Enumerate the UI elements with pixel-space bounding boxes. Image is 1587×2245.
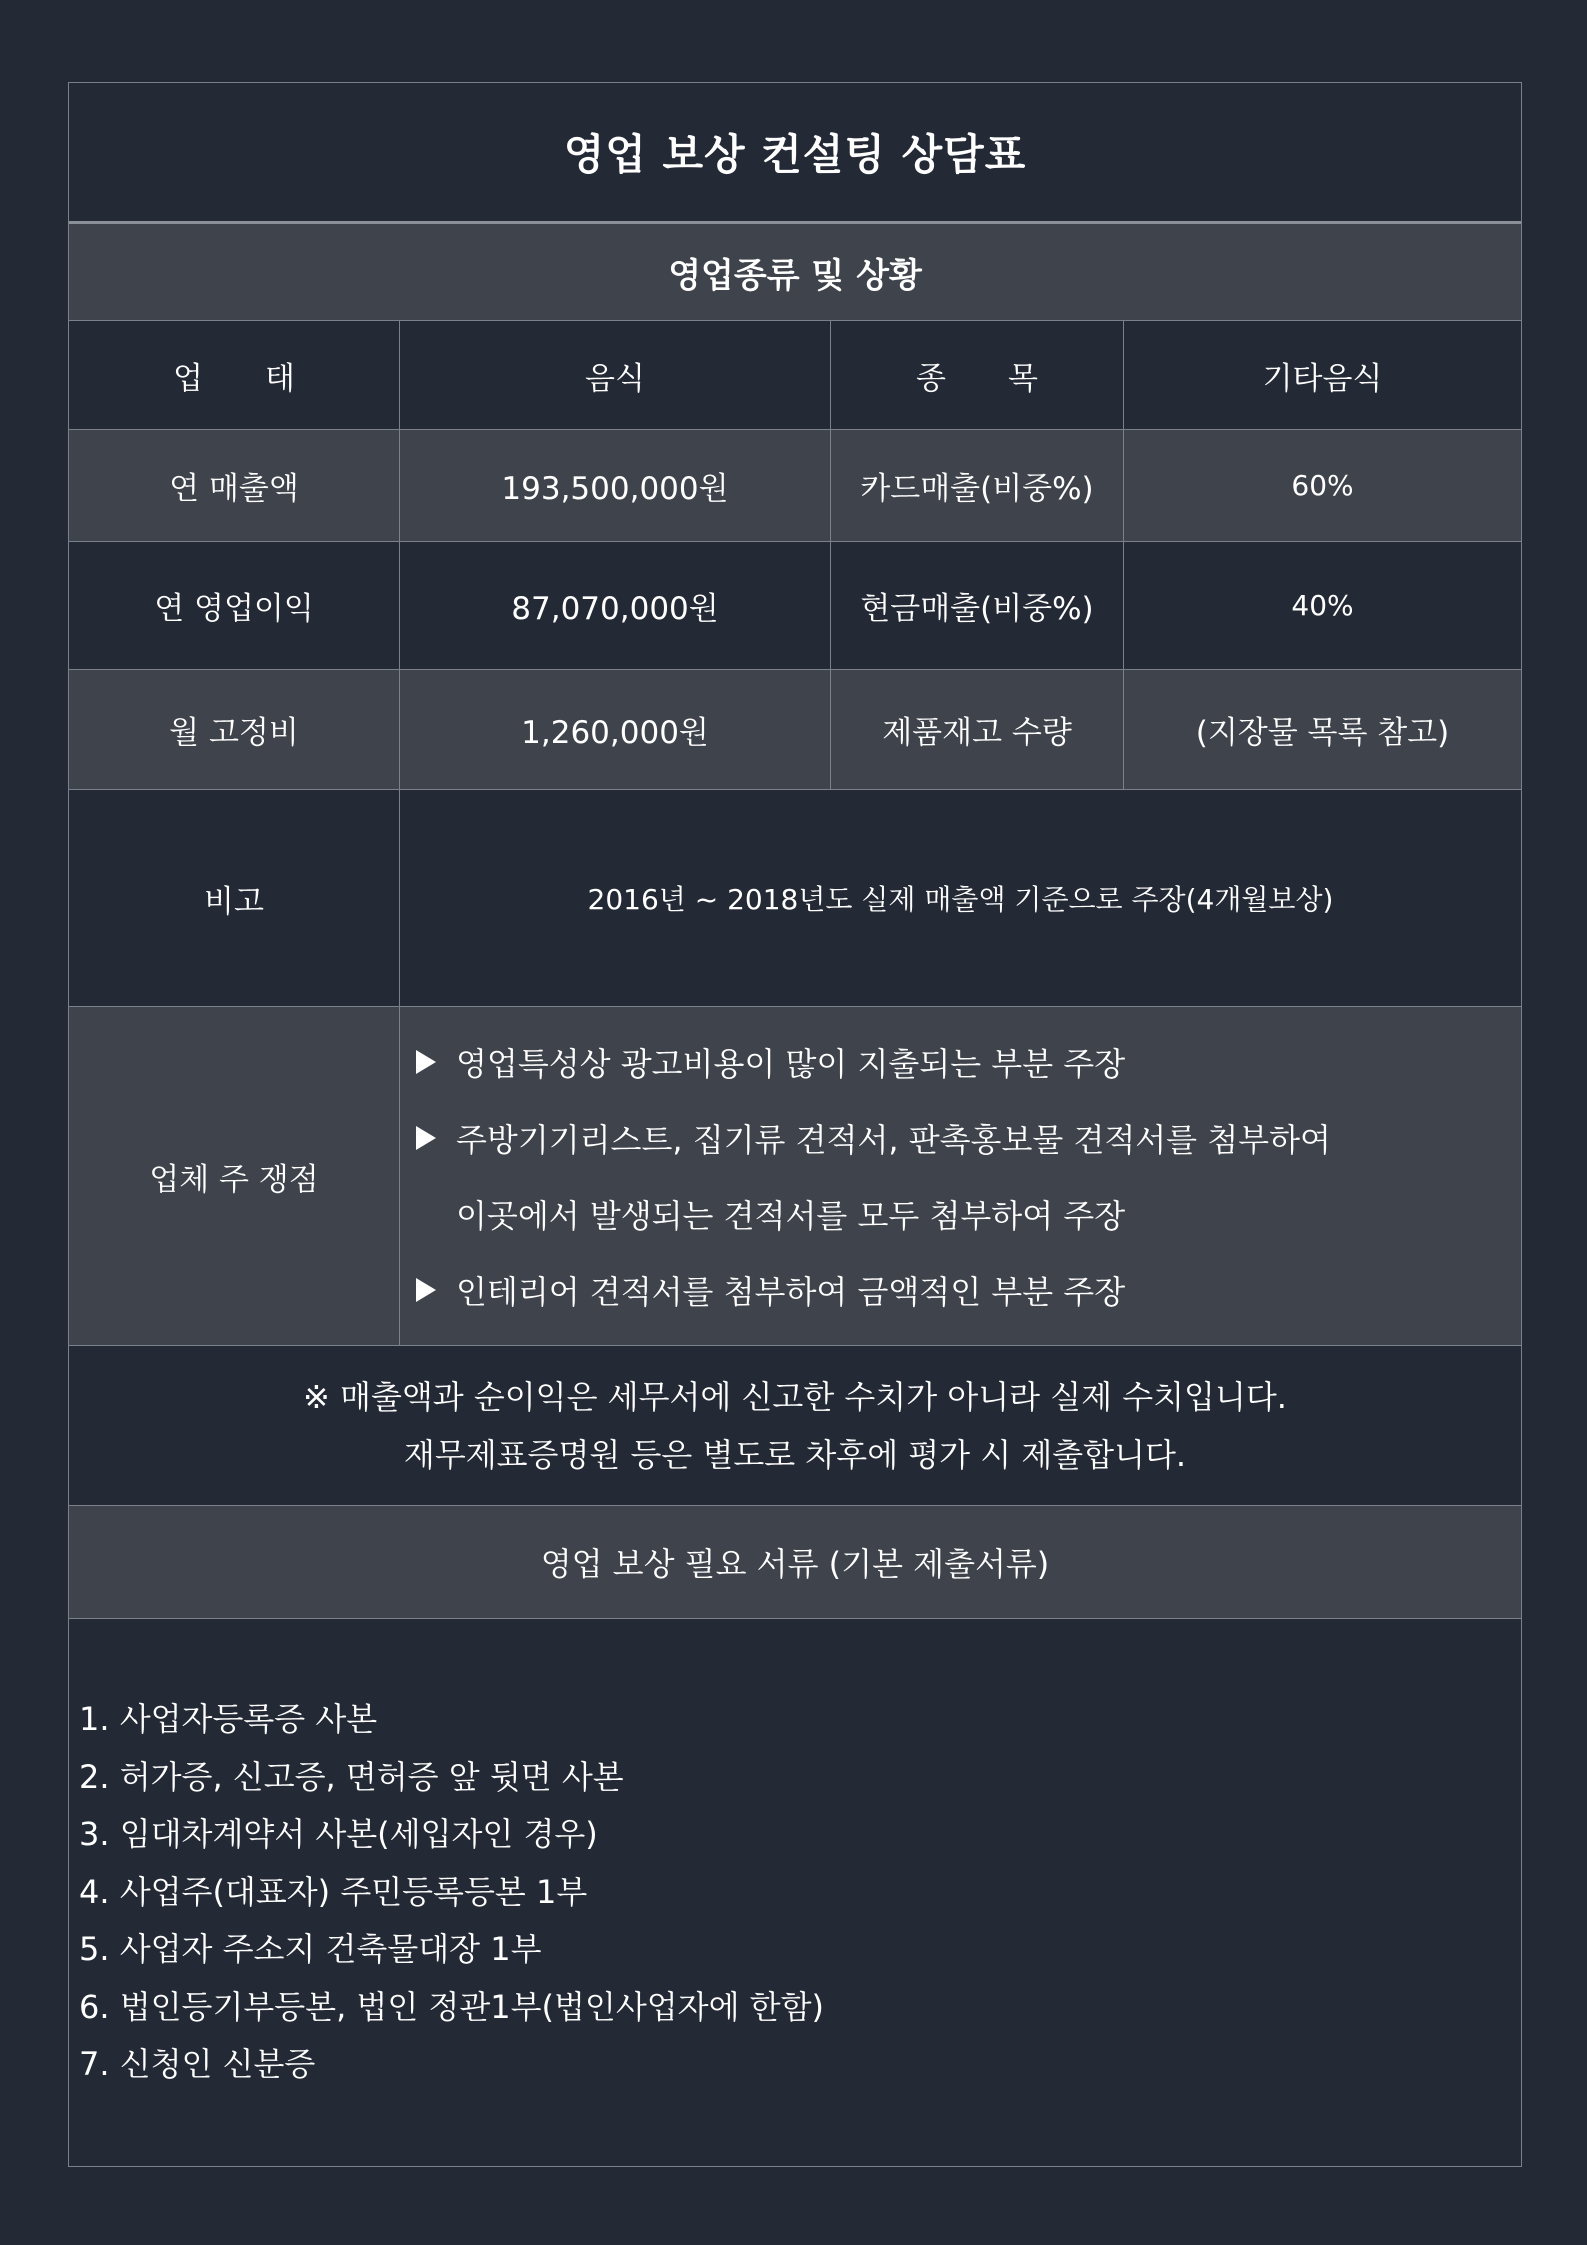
label-item: 종 목 — [831, 321, 1124, 429]
list-item: 2. 허가증, 신고증, 면허증 앞 뒷면 사본 — [79, 1757, 624, 1796]
issue-item: 인테리어 견적서를 첨부하여 금액적인 부분 주장 — [414, 1252, 1125, 1328]
issue-item: 영업특성상 광고비용이 많이 지출되는 부분 주장 — [414, 1024, 1125, 1100]
issue-item-continuation: 이곳에서 발생되는 견적서를 모두 첨부하여 주장 — [456, 1197, 1126, 1235]
triangle-bullet-icon — [416, 1050, 436, 1074]
note-box — [69, 1346, 1521, 1506]
form-title: 영업 보상 컨설팅 상담표 — [69, 83, 1521, 224]
value-cash-sales: 40% — [1291, 589, 1354, 622]
list-item: 6. 법인등기부등본, 법인 정관1부(법인사업자에 한함) — [79, 1987, 824, 2026]
list-item: 7. 신청인 신분증 — [79, 2045, 316, 2083]
issues-list — [400, 1007, 1521, 1345]
label-main-issues: 업체 주 쟁점 — [69, 1007, 400, 1345]
label-inventory: 제품재고 수량 — [831, 670, 1124, 789]
label-annual-sales: 연 매출액 — [69, 430, 400, 541]
table-row — [69, 542, 1521, 670]
list-item: 4. 사업주(대표자) 주민등록등본 1부 — [79, 1872, 588, 1911]
issues-row — [69, 1007, 1521, 1346]
label-card-sales: 카드매출(비중%) — [831, 430, 1124, 541]
value-business-category: 음식 — [400, 321, 831, 429]
note-line-1: ※ 매출액과 순이익은 세무서에 신고한 수치가 아니라 실제 수치입니다. — [303, 1377, 1287, 1416]
triangle-bullet-icon — [416, 1278, 436, 1302]
table-row — [69, 430, 1521, 542]
note-line-2: 재무제표증명원 등은 별도로 차후에 평가 시 제출합니다. — [403, 1435, 1187, 1474]
remarks-row — [69, 790, 1521, 1007]
section-heading-business-type: 영업종류 및 상황 — [69, 224, 1521, 321]
label-annual-profit: 연 영업이익 — [69, 542, 400, 669]
value-annual-profit: 87,070,000원 — [400, 542, 831, 669]
value-annual-sales: 193,500,000원 — [400, 430, 831, 541]
label-remarks: 비고 — [69, 790, 400, 1006]
table-row — [69, 670, 1521, 790]
list-item: 1. 사업자등록증 사본 — [79, 1700, 378, 1738]
section-heading-required-documents: 영업 보상 필요 서류 (기본 제출서류) — [69, 1506, 1521, 1619]
value-inventory: (지장물 목록 참고) — [1195, 715, 1450, 751]
table-row — [69, 321, 1521, 430]
consultation-form — [68, 82, 1522, 2167]
list-item: 5. 사업자 주소지 건축물대장 1부 — [79, 1930, 542, 1968]
label-monthly-fixed-cost: 월 고정비 — [69, 670, 400, 789]
required-documents-list — [69, 1619, 1521, 2094]
value-card-sales: 60% — [1291, 469, 1354, 502]
triangle-bullet-icon — [416, 1126, 436, 1150]
value-remarks: 2016년 ~ 2018년도 실제 매출액 기준으로 주장(4개월보상) — [587, 883, 1334, 916]
value-item: 기타음식 — [1262, 360, 1383, 397]
label-cash-sales: 현금매출(비중%) — [831, 542, 1124, 669]
issue-item: 주방기기리스트, 집기류 견적서, 판촉홍보물 견적서를 첨부하여 — [414, 1100, 1331, 1176]
value-monthly-fixed-cost: 1,260,000원 — [400, 670, 831, 789]
label-business-category: 업 태 — [69, 321, 400, 429]
list-item: 3. 임대차계약서 사본(세입자인 경우) — [79, 1815, 598, 1853]
